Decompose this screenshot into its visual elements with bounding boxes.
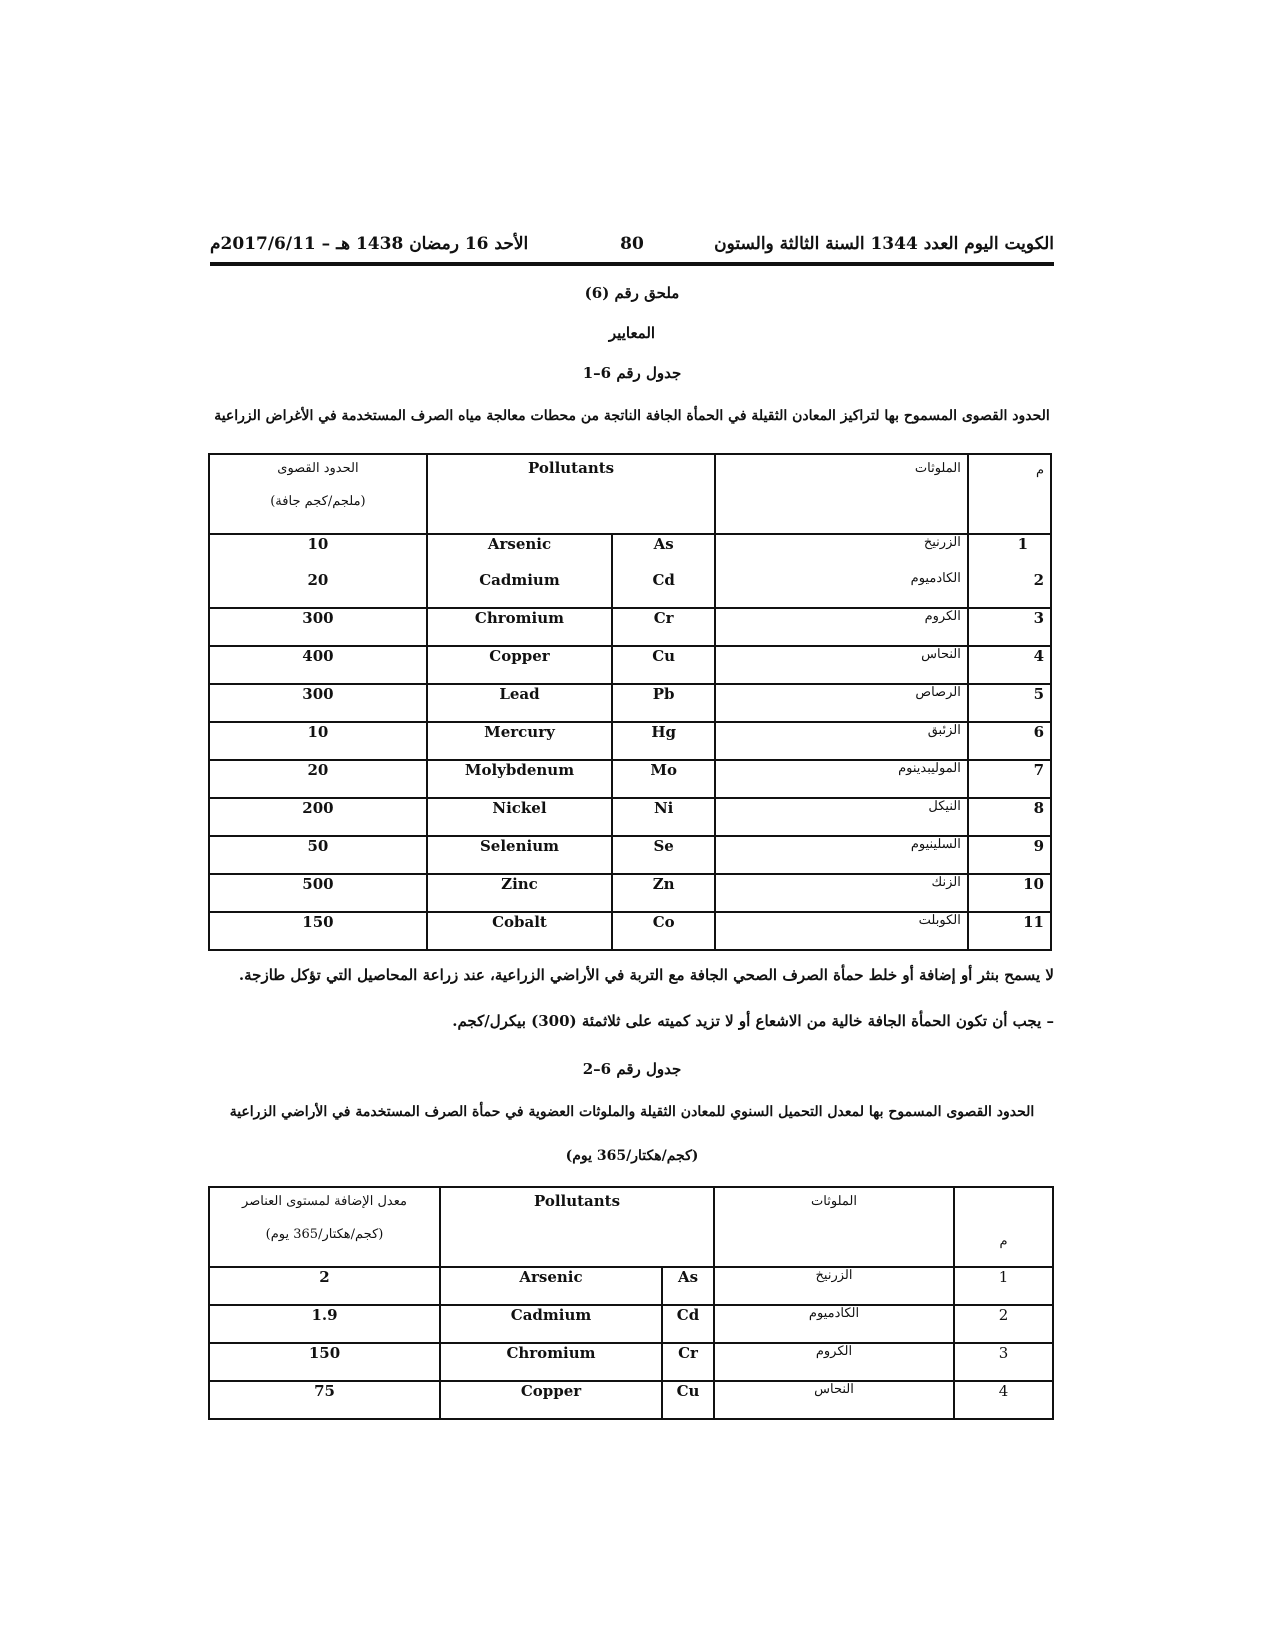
limit-cell: 50 [209, 836, 427, 874]
limit-cell: 10 [209, 722, 427, 760]
arabic-name-cell: النيكل [715, 798, 968, 836]
page-number: 80 [620, 234, 644, 254]
table-row [209, 1267, 1053, 1305]
symbol-cell: Mo [612, 760, 715, 798]
table2-col-rate-unit: (كجم/هكتار/365 يوم) [265, 1227, 384, 1242]
page-header [210, 234, 1054, 256]
table1-col-pollutants-ar: الملوثات [715, 454, 968, 534]
header-date: الأحد 16 رمضان 1438 هـ – 2017/6/11م [210, 234, 529, 254]
table-row [209, 760, 1051, 798]
symbol-cell: Cd [662, 1305, 714, 1343]
symbol-cell: Cr [612, 608, 715, 646]
table1-col-index: م [968, 454, 1051, 534]
arabic-name-cell: الكوبلت [715, 912, 968, 950]
arabic-name-cell: الزنك [715, 874, 968, 912]
symbol-cell: As [662, 1267, 714, 1305]
table-row [209, 571, 1051, 608]
arabic-name-cell: الزرنيخ [715, 534, 968, 571]
arabic-name-cell: الكروم [714, 1343, 954, 1381]
pollutant-name-cell: Arsenic [440, 1267, 662, 1305]
pollutant-name-cell: Zinc [427, 874, 612, 912]
table2-description: الحدود القصوى المسموح بها لمعدل التحميل السنوي للمعادن الثقيلة والملوثات العضوية في حمأة الصرف المستخدمة في الأراضي الزراعية [229, 1104, 1035, 1120]
limit-cell: 10 [209, 534, 427, 571]
header-publication: الكويت اليوم العدد 1344 السنة الثالثة والستون [714, 234, 1054, 254]
table-row [209, 1343, 1053, 1381]
table-row [209, 1305, 1053, 1343]
symbol-cell: Cr [662, 1343, 714, 1381]
arabic-name-cell: الكادميوم [714, 1305, 954, 1343]
index-cell: 4 [968, 646, 1051, 684]
table-row [209, 608, 1051, 646]
index-cell: 7 [968, 760, 1051, 798]
arabic-name-cell: النحاس [715, 646, 968, 684]
table2-unit-line: (كجم/هكتار/365 يوم) [565, 1148, 699, 1164]
pollutant-name-cell: Copper [427, 646, 612, 684]
note-fresh-crops: لا يسمح بنثر أو إضافة أو خلط حمأة الصرف الصحي الجافة مع التربة في الأراضي الزراعية، عند زراعة المحاصيل التي تؤكل طازجة. [238, 966, 1054, 984]
table-row [209, 836, 1051, 874]
limit-cell: 150 [209, 912, 427, 950]
index-cell: 10 [968, 874, 1051, 912]
symbol-cell: Pb [612, 684, 715, 722]
symbol-cell: Ni [612, 798, 715, 836]
arabic-name-cell: الزرنيخ [714, 1267, 954, 1305]
pollutant-name-cell: Chromium [427, 608, 612, 646]
index-cell: 2 [954, 1305, 1053, 1343]
rate-cell: 150 [209, 1343, 440, 1381]
limit-cell: 200 [209, 798, 427, 836]
table2-col-index: م [954, 1187, 1053, 1267]
table2-col-rate-label: معدل الإضافة لمستوى العناصر [242, 1194, 407, 1209]
arabic-name-cell: الكروم [715, 608, 968, 646]
table-row [209, 684, 1051, 722]
table1 [208, 453, 1052, 951]
table-row [209, 874, 1051, 912]
pollutant-name-cell: Molybdenum [427, 760, 612, 798]
rate-cell: 1.9 [209, 1305, 440, 1343]
table1-col-limit-label: الحدود القصوى [277, 461, 359, 476]
section-title: المعايير [608, 324, 656, 342]
symbol-cell: Cu [662, 1381, 714, 1419]
rate-cell: 75 [209, 1381, 440, 1419]
limit-cell: 400 [209, 646, 427, 684]
pollutant-name-cell: Mercury [427, 722, 612, 760]
table-row [209, 722, 1051, 760]
index-cell: 2 [968, 571, 1051, 608]
symbol-cell: Co [612, 912, 715, 950]
table2-header-row [209, 1187, 1053, 1267]
limit-cell: 300 [209, 684, 427, 722]
pollutant-name-cell: Cadmium [427, 571, 612, 608]
arabic-name-cell: الرصاص [715, 684, 968, 722]
table2 [208, 1186, 1054, 1420]
table-row [209, 912, 1051, 950]
arabic-name-cell: النحاس [714, 1381, 954, 1419]
pollutant-name-cell: Arsenic [427, 534, 612, 571]
pollutant-name-cell: Lead [427, 684, 612, 722]
index-cell: 5 [968, 684, 1051, 722]
pollutant-name-cell: Chromium [440, 1343, 662, 1381]
pollutant-name-cell: Cadmium [440, 1305, 662, 1343]
table1-header-row [209, 454, 1051, 534]
table-row [209, 646, 1051, 684]
index-cell: 11 [968, 912, 1051, 950]
table1-description: الحدود القصوى المسموح بها لتراكيز المعادن الثقيلة في الحمأة الجافة الناتجة من محطات معالجة مياه الصرف المستخدمة في الأغراض الزراعية [214, 408, 1050, 424]
table-row [209, 1381, 1053, 1419]
table1-col-limit-unit: (ملجم/كجم جافة) [270, 494, 366, 509]
pollutant-name-cell: Selenium [427, 836, 612, 874]
note-radiation: – يجب أن تكون الحمأة الجافة خالية من الاشعاع أو لا تزيد كميته على ثلاثمئة (300) بيكرل/كجم. [452, 1012, 1054, 1030]
limit-cell: 300 [209, 608, 427, 646]
index-cell: 4 [954, 1381, 1053, 1419]
limit-cell: 20 [209, 760, 427, 798]
symbol-cell: As [612, 534, 715, 571]
symbol-cell: Cd [612, 571, 715, 608]
table2-col-pollutants-ar: الملوثات [714, 1187, 954, 1267]
pollutant-name-cell: Copper [440, 1381, 662, 1419]
table2-caption: جدول رقم 6–2 [582, 1060, 682, 1078]
table-row [209, 798, 1051, 836]
pollutant-name-cell: Cobalt [427, 912, 612, 950]
symbol-cell: Se [612, 836, 715, 874]
symbol-cell: Zn [612, 874, 715, 912]
index-cell: 1 [968, 534, 1051, 571]
table2-col-rate [209, 1187, 440, 1267]
index-cell: 3 [968, 608, 1051, 646]
table1-col-limit [209, 454, 427, 534]
symbol-cell: Hg [612, 722, 715, 760]
index-cell: 3 [954, 1343, 1053, 1381]
table-row [209, 534, 1051, 571]
arabic-name-cell: الكادميوم [715, 571, 968, 608]
limit-cell: 500 [209, 874, 427, 912]
arabic-name-cell: السلينيوم [715, 836, 968, 874]
table1-caption: جدول رقم 6–1 [582, 364, 682, 382]
rate-cell: 2 [209, 1267, 440, 1305]
pollutant-name-cell: Nickel [427, 798, 612, 836]
arabic-name-cell: الزئبق [715, 722, 968, 760]
arabic-name-cell: الموليبدينوم [715, 760, 968, 798]
index-cell: 6 [968, 722, 1051, 760]
table2-col-pollutants-en: Pollutants [440, 1187, 714, 1267]
header-rule [210, 262, 1054, 266]
table1-col-pollutants-en: Pollutants [427, 454, 715, 534]
index-cell: 8 [968, 798, 1051, 836]
index-cell: 9 [968, 836, 1051, 874]
index-cell: 1 [954, 1267, 1053, 1305]
symbol-cell: Cu [612, 646, 715, 684]
limit-cell: 20 [209, 571, 427, 608]
annex-title: ملحق رقم (6) [584, 284, 680, 302]
